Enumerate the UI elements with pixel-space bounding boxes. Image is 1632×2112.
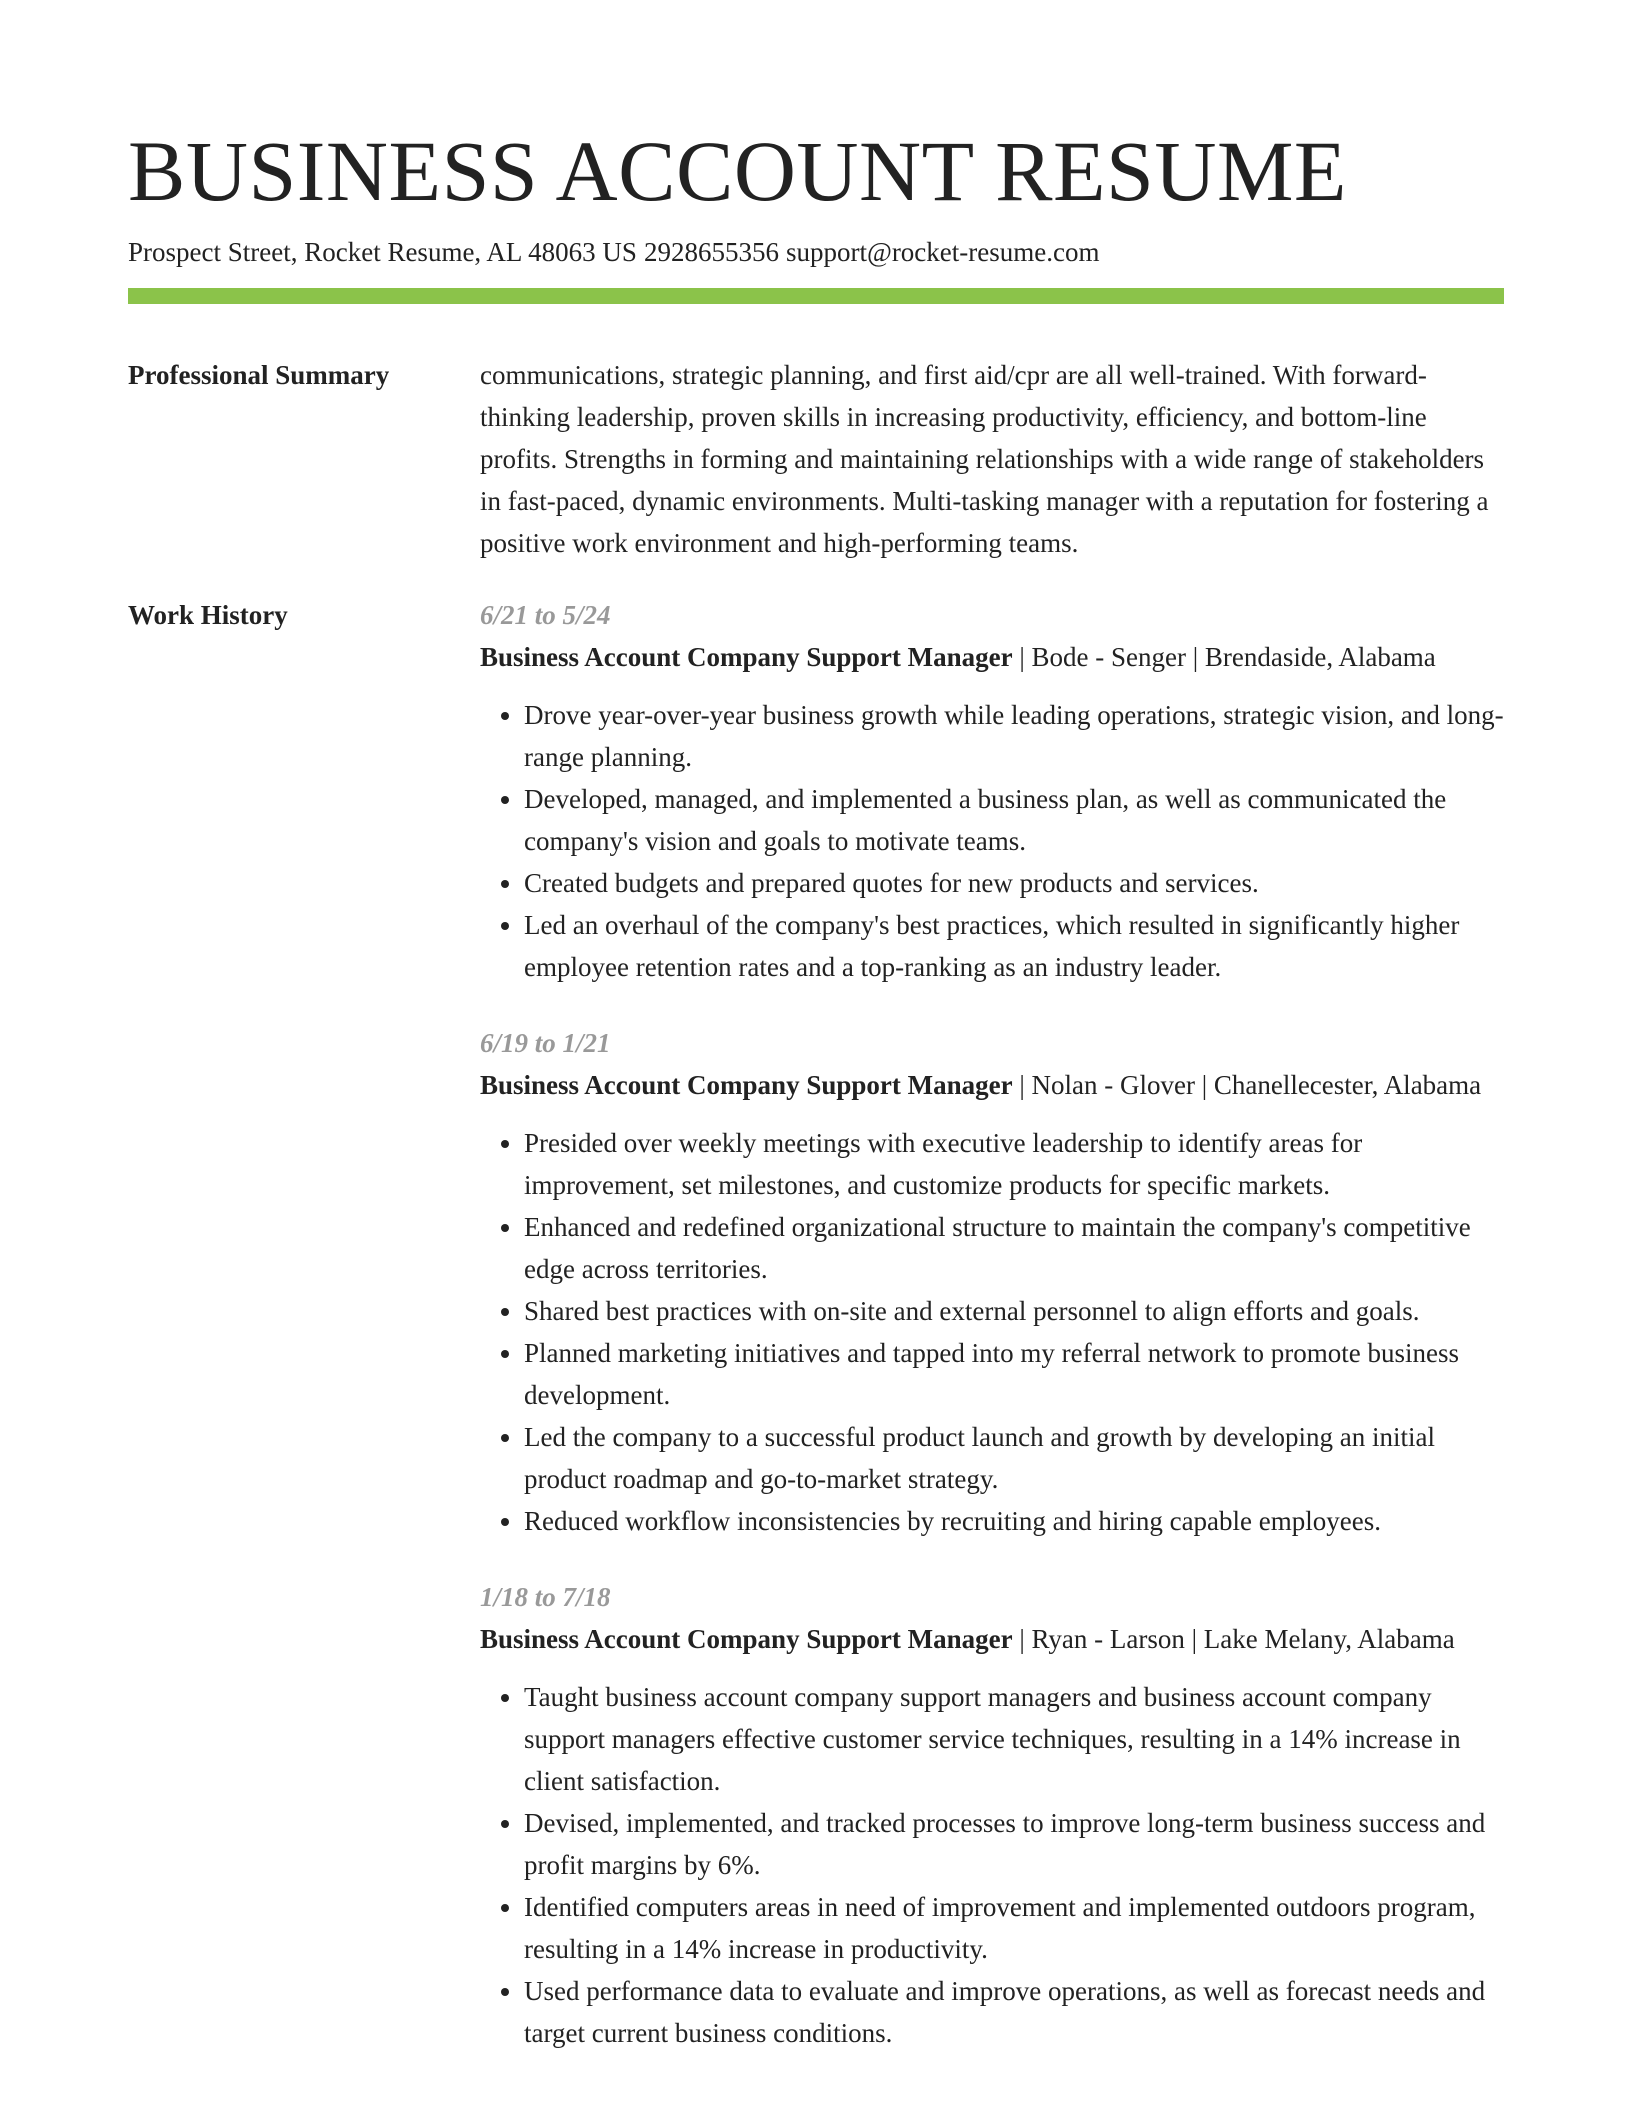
job-location: Brendaside, Alabama [1204, 642, 1436, 672]
job-dates: 6/21 to 5/24 [480, 600, 611, 630]
job-bullet: • Planned marketing initiatives and tapped into my referral network to promote business development. [524, 1332, 1504, 1416]
job-header [480, 1618, 1504, 1660]
job-bullet: • Led the company to a successful product launch and growth by developing an initial product roadmap and go-to-market strategy. [524, 1416, 1504, 1500]
job-bullet: • Reduced workflow inconsistencies by recruiting and hiring capable employees. [524, 1500, 1504, 1542]
job-separator: | [1019, 1070, 1025, 1100]
job-title: Business Account Company Support Manager [480, 1624, 1013, 1654]
job-bullet: • Presided over weekly meetings with executive leadership to identify areas for improvement, set milestones, and customize products for specific markets. [524, 1122, 1504, 1206]
contact-email: support@rocket-resume.com [785, 237, 1100, 267]
job-bullets [480, 694, 1504, 988]
job-separator: | [1192, 642, 1199, 672]
contact-phone: 2928655356 [643, 237, 779, 267]
work-history-heading: Work History [128, 600, 288, 630]
summary-heading: Professional Summary [128, 360, 390, 390]
job-dates: 1/18 to 7/18 [480, 1582, 611, 1612]
summary-text: communications, strategic planning, and first aid/cpr are all well-trained. With forward-thinking leadership, proven skills in increasing productivity, efficiency, and bottom-line profits. Strengths in forming and maintaining relationships with a wide range of stakeholders in fast-paced, dynamic environments. Multi-tasking manager with a reputation for fostering a positive work environment and high-performing teams. [480, 360, 1489, 558]
job-bullet: • Drove year-over-year business growth while leading operations, strategic vision, and long-range planning. [524, 694, 1504, 778]
contact-address: Prospect Street, Rocket Resume, AL 48063 US [128, 237, 637, 267]
job-entry [480, 594, 1504, 988]
job-separator: | [1019, 642, 1025, 672]
job-company: Ryan - Larson [1031, 1624, 1185, 1654]
job-bullet: • Created budgets and prepared quotes for new products and services. [524, 862, 1504, 904]
job-separator: | [1019, 1624, 1025, 1654]
job-bullet: • Identified computers areas in need of improvement and implemented outdoors program, resulting in a 14% increase in productivity. [524, 1886, 1504, 1970]
job-title: Business Account Company Support Manager [480, 1070, 1013, 1100]
job-list [480, 594, 1504, 2088]
work-history-section [128, 594, 1504, 2088]
resume-page [128, 118, 1504, 2088]
job-bullet: • Shared best practices with on-site and external personnel to align efforts and goals. [524, 1290, 1504, 1332]
summary-section [128, 354, 1504, 564]
job-dates: 6/19 to 1/21 [480, 1028, 611, 1058]
job-company: Bode - Senger [1031, 642, 1186, 672]
job-separator: | [1201, 1070, 1208, 1100]
job-bullet: • Led an overhaul of the company's best practices, which resulted in significantly higher employee retention rates and a top-ranking as an industry leader. [524, 904, 1504, 988]
header-divider [128, 288, 1504, 304]
job-separator: | [1191, 1624, 1198, 1654]
job-bullet: • Devised, implemented, and tracked processes to improve long-term business success and profit margins by 6%. [524, 1802, 1504, 1886]
job-bullet: • Enhanced and redefined organizational structure to maintain the company's competitive edge across territories. [524, 1206, 1504, 1290]
job-location: Chanellecester, Alabama [1213, 1070, 1482, 1100]
job-bullet: • Used performance data to evaluate and improve operations, as well as forecast needs and target current business conditions. [524, 1970, 1504, 2054]
job-location: Lake Melany, Alabama [1203, 1624, 1455, 1654]
job-title: Business Account Company Support Manager [480, 642, 1013, 672]
job-bullets [480, 1122, 1504, 1542]
job-entry [480, 1576, 1504, 2054]
resume-title: BUSINESS ACCOUNT RESUME [128, 123, 1347, 219]
job-bullet: • Taught business account company support managers and business account company support managers effective customer service techniques, resulting in a 14% increase in client satisfaction. [524, 1676, 1504, 1802]
contact-line [128, 234, 1504, 270]
job-bullets [480, 1676, 1504, 2054]
job-header [480, 636, 1504, 678]
job-bullet: • Developed, managed, and implemented a business plan, as well as communicated the company's vision and goals to motivate teams. [524, 778, 1504, 862]
job-entry [480, 1022, 1504, 1542]
job-company: Nolan - Glover [1031, 1070, 1195, 1100]
job-header [480, 1064, 1504, 1106]
